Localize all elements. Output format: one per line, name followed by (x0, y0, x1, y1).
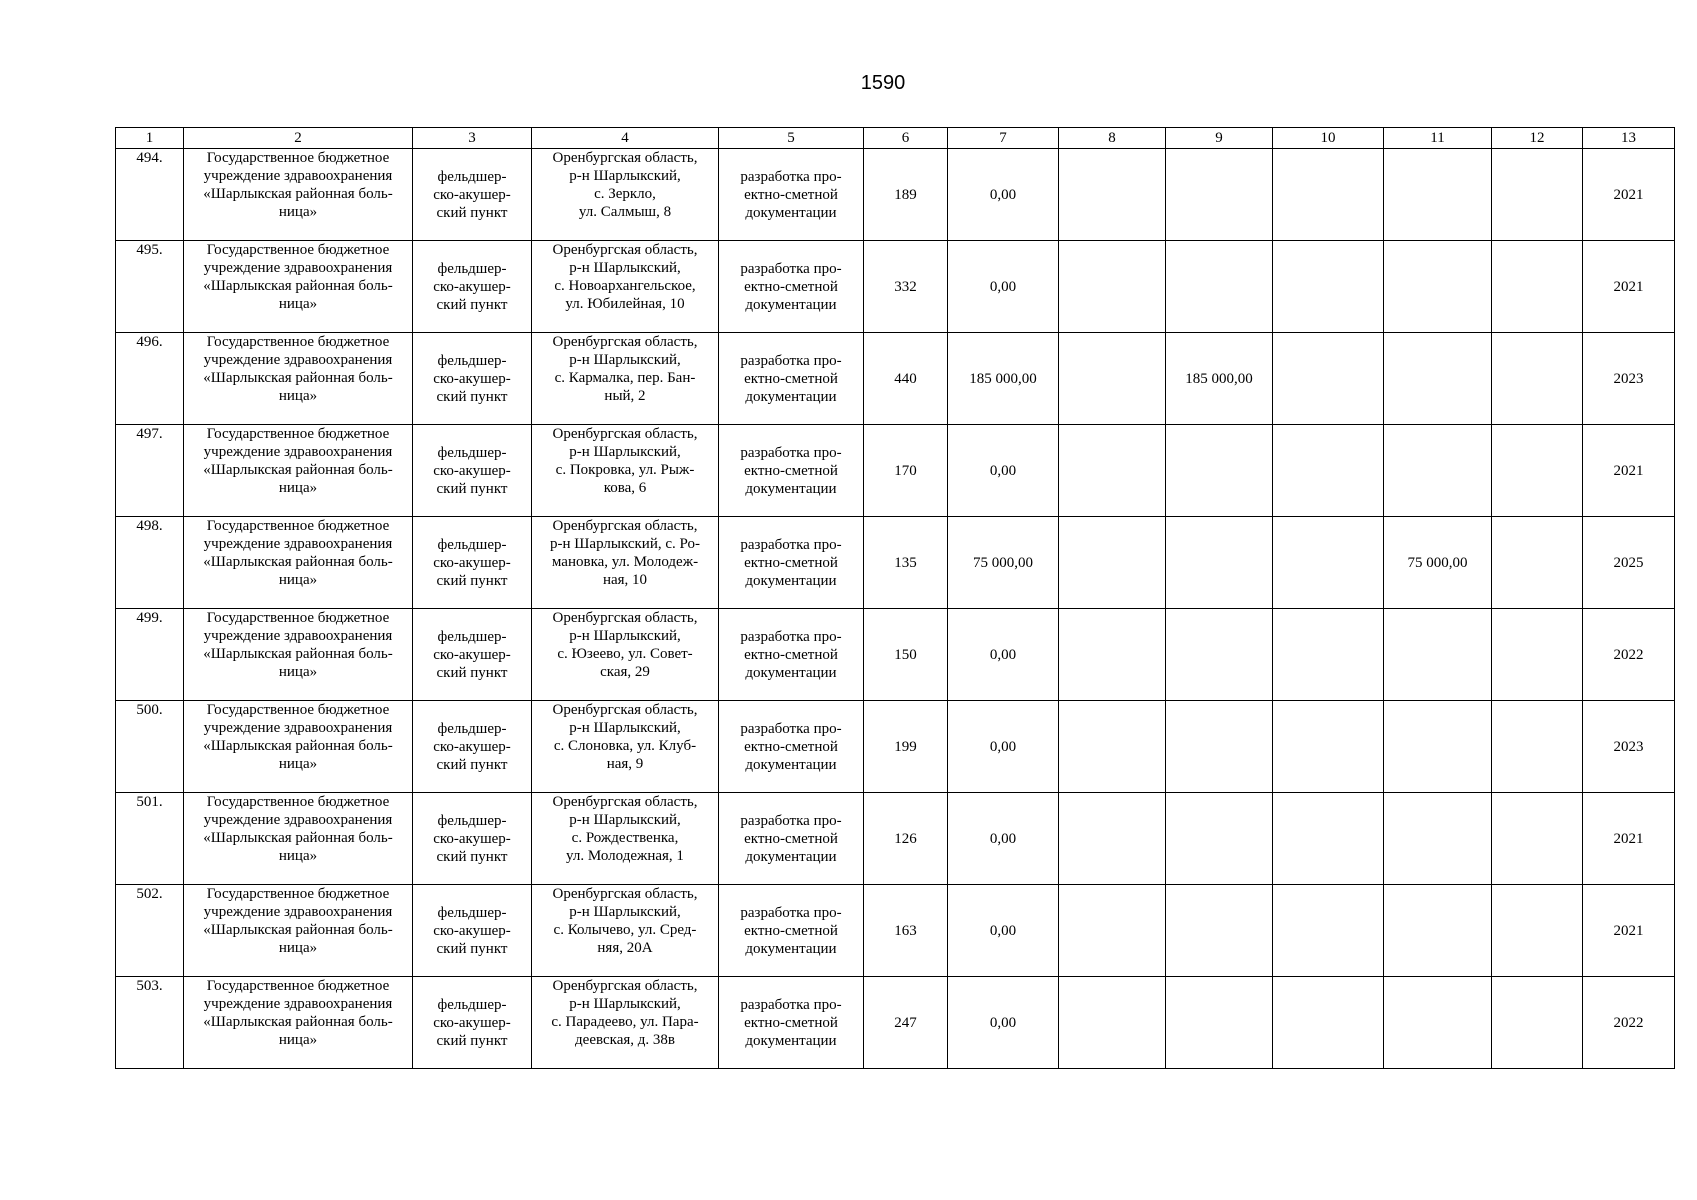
cell-col-8 (1059, 977, 1166, 1069)
cell-work-type-text: разработка про- ектно-сметной документации (740, 996, 842, 1049)
cell-organization (184, 609, 413, 701)
cell-work-type-text: разработка про- ектно-сметной документации (740, 904, 842, 957)
cell-col-7: 75 000,00 (948, 517, 1059, 609)
cell-year: 2025 (1583, 517, 1675, 609)
table-row (116, 977, 1675, 1069)
cell-col-10 (1273, 609, 1384, 701)
cell-col-6: 189 (864, 149, 948, 241)
cell-col-12 (1492, 517, 1583, 609)
cell-facility-type (413, 701, 532, 793)
cell-work-type (719, 701, 864, 793)
cell-year: 2021 (1583, 885, 1675, 977)
page-number: 1590 (860, 72, 906, 94)
cell-address-text: Оренбургская область, р-н Шарлыкский, с. Парадеево, ул. Пара- деевская, д. 38в (551, 978, 699, 1048)
table-row (116, 885, 1675, 977)
cell-organization-text: Государственное бюджетное учреждение здравоохранения «Шарлыкская районная боль- ница» (203, 518, 393, 588)
cell-address (532, 701, 719, 793)
cell-address (532, 977, 719, 1069)
cell-year: 2023 (1583, 701, 1675, 793)
cell-col-12 (1492, 885, 1583, 977)
cell-facility-type-text: фельдшер- ско-акушер- ский пункт (433, 812, 511, 865)
cell-col-8 (1059, 149, 1166, 241)
cell-organization-text: Государственное бюджетное учреждение здравоохранения «Шарлыкская районная боль- ница» (203, 702, 393, 772)
cell-facility-type (413, 793, 532, 885)
cell-col-10 (1273, 885, 1384, 977)
cell-work-type-text: разработка про- ектно-сметной документации (740, 536, 842, 589)
column-header: 7 (948, 128, 1059, 149)
cell-facility-type-text: фельдшер- ско-акушер- ский пункт (433, 628, 511, 681)
table-row (116, 425, 1675, 517)
table-row (116, 793, 1675, 885)
cell-organization-text: Государственное бюджетное учреждение здравоохранения «Шарлыкская районная боль- ница» (203, 886, 393, 956)
cell-col-11 (1384, 333, 1492, 425)
cell-col-10 (1273, 977, 1384, 1069)
cell-col-6: 135 (864, 517, 948, 609)
cell-organization (184, 425, 413, 517)
cell-col-6: 150 (864, 609, 948, 701)
cell-facility-type-text: фельдшер- ско-акушер- ский пункт (433, 720, 511, 773)
cell-col-8 (1059, 609, 1166, 701)
cell-facility-type (413, 517, 532, 609)
cell-col-6: 163 (864, 885, 948, 977)
cell-facility-type (413, 977, 532, 1069)
cell-work-type (719, 609, 864, 701)
cell-facility-type (413, 885, 532, 977)
cell-address-text: Оренбургская область, р-н Шарлыкский, с. Новоархангельское, ул. Юбилейная, 10 (552, 242, 698, 312)
cell-col-9 (1166, 149, 1273, 241)
cell-work-type (719, 517, 864, 609)
cell-work-type-text: разработка про- ектно-сметной документации (740, 628, 842, 681)
cell-col-12 (1492, 701, 1583, 793)
cell-col-9 (1166, 241, 1273, 333)
cell-number: 497. (116, 425, 184, 517)
cell-address-text: Оренбургская область, р-н Шарлыкский, с. Юзеево, ул. Совет- ская, 29 (552, 610, 698, 680)
cell-col-12 (1492, 793, 1583, 885)
cell-col-12 (1492, 333, 1583, 425)
cell-col-12 (1492, 149, 1583, 241)
cell-number: 495. (116, 241, 184, 333)
column-header: 2 (184, 128, 413, 149)
cell-address-text: Оренбургская область, р-н Шарлыкский, с. Покровка, ул. Рыж- кова, 6 (552, 426, 698, 496)
cell-organization (184, 885, 413, 977)
cell-col-12 (1492, 609, 1583, 701)
cell-col-9 (1166, 517, 1273, 609)
cell-year: 2021 (1583, 425, 1675, 517)
cell-number: 499. (116, 609, 184, 701)
cell-organization-text: Государственное бюджетное учреждение здравоохранения «Шарлыкская районная боль- ница» (203, 150, 393, 220)
cell-col-10 (1273, 149, 1384, 241)
cell-number: 501. (116, 793, 184, 885)
cell-organization (184, 333, 413, 425)
cell-work-type (719, 425, 864, 517)
cell-organization-text: Государственное бюджетное учреждение здравоохранения «Шарлыкская районная боль- ница» (203, 426, 393, 496)
cell-col-11 (1384, 977, 1492, 1069)
table-body (116, 149, 1675, 1069)
cell-facility-type (413, 425, 532, 517)
cell-address-text: Оренбургская область, р-н Шарлыкский, с. Ро- мановка, ул. Молодеж- ная, 10 (550, 518, 700, 588)
cell-work-type (719, 241, 864, 333)
cell-col-6: 440 (864, 333, 948, 425)
cell-work-type (719, 793, 864, 885)
cell-col-10 (1273, 425, 1384, 517)
cell-col-9 (1166, 885, 1273, 977)
cell-col-11 (1384, 425, 1492, 517)
cell-work-type (719, 149, 864, 241)
registry-table (115, 127, 1675, 1069)
cell-organization-text: Государственное бюджетное учреждение здравоохранения «Шарлыкская районная боль- ница» (203, 978, 393, 1048)
cell-col-10 (1273, 701, 1384, 793)
cell-address-text: Оренбургская область, р-н Шарлыкский, с. Слоновка, ул. Клуб- ная, 9 (552, 702, 698, 772)
cell-year: 2021 (1583, 793, 1675, 885)
cell-year: 2021 (1583, 241, 1675, 333)
column-header: 13 (1583, 128, 1675, 149)
cell-work-type (719, 885, 864, 977)
cell-address (532, 517, 719, 609)
cell-organization-text: Государственное бюджетное учреждение здравоохранения «Шарлыкская районная боль- ница» (203, 794, 393, 864)
cell-work-type-text: разработка про- ектно-сметной документации (740, 352, 842, 405)
cell-col-10 (1273, 793, 1384, 885)
table-row (116, 241, 1675, 333)
cell-organization-text: Государственное бюджетное учреждение здравоохранения «Шарлыкская районная боль- ница» (203, 242, 393, 312)
cell-col-8 (1059, 793, 1166, 885)
cell-address-text: Оренбургская область, р-н Шарлыкский, с. Зеркло, ул. Салмыш, 8 (552, 150, 698, 220)
cell-year: 2021 (1583, 149, 1675, 241)
cell-facility-type (413, 149, 532, 241)
cell-col-8 (1059, 241, 1166, 333)
cell-facility-type-text: фельдшер- ско-акушер- ский пункт (433, 168, 511, 221)
cell-organization (184, 977, 413, 1069)
column-header: 11 (1384, 128, 1492, 149)
cell-work-type (719, 977, 864, 1069)
cell-col-12 (1492, 425, 1583, 517)
cell-facility-type-text: фельдшер- ско-акушер- ский пункт (433, 536, 511, 589)
cell-facility-type-text: фельдшер- ско-акушер- ский пункт (433, 352, 511, 405)
cell-year: 2022 (1583, 609, 1675, 701)
cell-col-7: 0,00 (948, 701, 1059, 793)
cell-col-6: 199 (864, 701, 948, 793)
cell-work-type-text: разработка про- ектно-сметной документации (740, 444, 842, 497)
cell-address-text: Оренбургская область, р-н Шарлыкский, с. Рождественка, ул. Молодежная, 1 (552, 794, 698, 864)
cell-address (532, 609, 719, 701)
cell-col-8 (1059, 701, 1166, 793)
cell-col-9 (1166, 701, 1273, 793)
cell-col-6: 126 (864, 793, 948, 885)
cell-number: 500. (116, 701, 184, 793)
cell-col-9 (1166, 793, 1273, 885)
column-header: 6 (864, 128, 948, 149)
cell-col-11 (1384, 885, 1492, 977)
cell-col-11 (1384, 701, 1492, 793)
cell-address (532, 149, 719, 241)
cell-col-7: 0,00 (948, 241, 1059, 333)
cell-address-text: Оренбургская область, р-н Шарлыкский, с. Кармалка, пер. Бан- ный, 2 (552, 334, 698, 404)
cell-col-6: 247 (864, 977, 948, 1069)
cell-col-9 (1166, 425, 1273, 517)
cell-address (532, 885, 719, 977)
column-header: 12 (1492, 128, 1583, 149)
cell-col-7: 0,00 (948, 149, 1059, 241)
table-row (116, 701, 1675, 793)
cell-col-9 (1166, 977, 1273, 1069)
cell-organization (184, 517, 413, 609)
cell-col-8 (1059, 885, 1166, 977)
cell-year: 2022 (1583, 977, 1675, 1069)
cell-facility-type-text: фельдшер- ско-акушер- ский пункт (433, 260, 511, 313)
cell-facility-type (413, 609, 532, 701)
cell-address (532, 425, 719, 517)
cell-col-8 (1059, 517, 1166, 609)
cell-work-type-text: разработка про- ектно-сметной документации (740, 168, 842, 221)
cell-address (532, 793, 719, 885)
cell-number: 498. (116, 517, 184, 609)
cell-col-7: 0,00 (948, 425, 1059, 517)
column-header: 4 (532, 128, 719, 149)
cell-facility-type-text: фельдшер- ско-акушер- ский пункт (433, 904, 511, 957)
cell-col-11 (1384, 609, 1492, 701)
column-header: 9 (1166, 128, 1273, 149)
cell-number: 496. (116, 333, 184, 425)
table-row (116, 517, 1675, 609)
table-row (116, 149, 1675, 241)
cell-facility-type (413, 241, 532, 333)
cell-number: 502. (116, 885, 184, 977)
cell-col-8 (1059, 333, 1166, 425)
cell-organization-text: Государственное бюджетное учреждение здравоохранения «Шарлыкская районная боль- ница» (203, 334, 393, 404)
cell-address (532, 333, 719, 425)
cell-col-8 (1059, 425, 1166, 517)
cell-number: 503. (116, 977, 184, 1069)
cell-work-type-text: разработка про- ектно-сметной документации (740, 720, 842, 773)
column-header: 10 (1273, 128, 1384, 149)
cell-col-7: 185 000,00 (948, 333, 1059, 425)
table-row (116, 333, 1675, 425)
cell-col-10 (1273, 333, 1384, 425)
cell-col-11 (1384, 149, 1492, 241)
cell-work-type-text: разработка про- ектно-сметной документации (740, 812, 842, 865)
cell-facility-type-text: фельдшер- ско-акушер- ский пункт (433, 444, 511, 497)
column-header: 1 (116, 128, 184, 149)
cell-organization (184, 149, 413, 241)
cell-organization (184, 241, 413, 333)
cell-col-9 (1166, 609, 1273, 701)
cell-col-11: 75 000,00 (1384, 517, 1492, 609)
column-header: 8 (1059, 128, 1166, 149)
cell-col-11 (1384, 241, 1492, 333)
cell-col-10 (1273, 517, 1384, 609)
cell-organization (184, 701, 413, 793)
cell-work-type (719, 333, 864, 425)
cell-address (532, 241, 719, 333)
cell-col-10 (1273, 241, 1384, 333)
table-row (116, 609, 1675, 701)
cell-col-7: 0,00 (948, 609, 1059, 701)
header-row (116, 128, 1675, 149)
cell-col-11 (1384, 793, 1492, 885)
cell-col-9: 185 000,00 (1166, 333, 1273, 425)
cell-col-7: 0,00 (948, 793, 1059, 885)
cell-col-7: 0,00 (948, 977, 1059, 1069)
cell-number: 494. (116, 149, 184, 241)
cell-organization (184, 793, 413, 885)
cell-facility-type-text: фельдшер- ско-акушер- ский пункт (433, 996, 511, 1049)
cell-organization-text: Государственное бюджетное учреждение здравоохранения «Шарлыкская районная боль- ница» (203, 610, 393, 680)
column-header: 3 (413, 128, 532, 149)
cell-work-type-text: разработка про- ектно-сметной документации (740, 260, 842, 313)
cell-col-12 (1492, 977, 1583, 1069)
cell-year: 2023 (1583, 333, 1675, 425)
cell-col-6: 170 (864, 425, 948, 517)
cell-col-12 (1492, 241, 1583, 333)
cell-col-6: 332 (864, 241, 948, 333)
cell-facility-type (413, 333, 532, 425)
cell-col-7: 0,00 (948, 885, 1059, 977)
column-header: 5 (719, 128, 864, 149)
cell-address-text: Оренбургская область, р-н Шарлыкский, с. Колычево, ул. Сред- няя, 20А (552, 886, 698, 956)
